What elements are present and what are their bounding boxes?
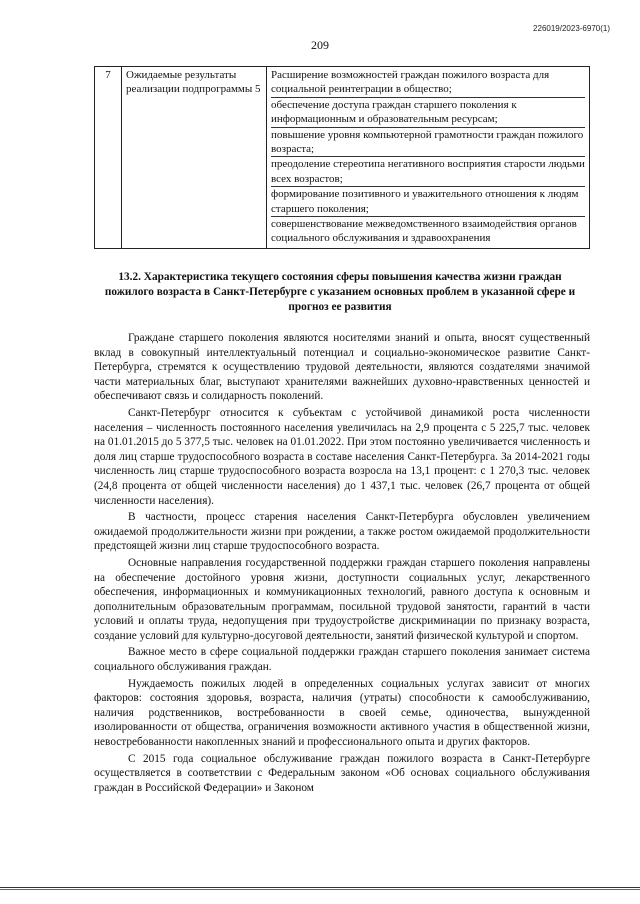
bottom-scan-rule (0, 887, 640, 890)
section-heading: 13.2. Характеристика текущего состояния сферы повышения качества жизни граждан пожилого возраста в Санкт-Петербурге с указанием основных проблем в указанной сфере и прогноз ее развития (104, 271, 576, 313)
results-cell (267, 67, 590, 249)
results-table (94, 66, 590, 249)
result-item: повышение уровня компьютерной грамотности граждан пожилого возраста; (271, 128, 584, 156)
paragraph: В частности, процесс старения населения Санкт-Петербурга обусловлен увеличением ожидаемой продолжительности жизни при рождении, а также ростом ожидаемой продолжительности предстоящей жизни лиц старше трудоспособного возраста. (94, 511, 590, 553)
result-item: совершенствование межведомственного взаимодействия органов социального обслуживания и здравоохранения (271, 216, 585, 246)
table-row (95, 67, 590, 249)
result-item: Расширение возможностей граждан пожилого возраста для социальной реинтеграции в общество; (271, 69, 550, 96)
row-number-cell: 7 (95, 67, 122, 249)
result-item: обеспечение доступа граждан старшего поколения к информационным и образовательным ресурсам; (271, 97, 585, 127)
row-label-cell: Ожидаемые результаты реализации подпрограммы 5 (122, 67, 267, 249)
paragraph: Граждане старшего поколения являются носителями знаний и опыта, вносят существенный вклад в совокупный интеллектуальный потенциал и социально-экономическое развитие Санкт-Петербурга, стремятся к осуществлению трудовой деятельности, являются создателями значимой части материальных благ, выступают хранителями важнейших духовно-нравственных ценностей и обеспечивают связь и солидарность поколений. (94, 332, 590, 403)
result-item: формирование позитивного и уважительного отношения к людям старшего поколения; (271, 186, 585, 216)
paragraph: Санкт-Петербург относится к субъектам с устойчивой динамикой роста численности населения – численность постоянного населения увеличилась на 2,9 процента с 5 225,7 тыс. человек на 01.01.2015 до 5 377,5 тыс. человек на 01.01.2022. При этом постоянно увеличивается численность и доля лиц старше трудоспособного возраста в составе населения Санкт-Петербурга. За 2014-2021 годы численность лиц старше трудоспособного возраста возросла на 13,1 процент: с 1 270,3 тыс. человек (24,8 процента от общей численности населения) до 1 437,1 тыс. человек (26,7 процента от общей численности населения). (94, 406, 590, 507)
paragraph: Важное место в сфере социальной поддержки граждан старшего поколения занимает система социального обслуживания граждан. (94, 646, 590, 674)
document-id: 226019/2023-6970(1) (533, 24, 610, 33)
page-number: 209 (311, 38, 329, 52)
paragraph: Нуждаемость пожилых людей в определенных социальных услугах зависит от многих факторов: состояния здоровья, возраста, наличия (утраты) способности к самообслуживанию, наличия родственников, востребованности в своей семье, одиночества, вынужденной изолированности от общества, ограничения возможности активного участия в общественной жизни, невостребованности накопленных знаний и профессионального опыта и других факторов. (94, 677, 590, 749)
body-text (94, 331, 590, 795)
paragraph: С 2015 года социальное обслуживание граждан пожилого возраста в Санкт-Петербурге осуществляется в соответствии с Федеральным законом «Об основах социального обслуживания граждан в Российской Федерации» и Законом (94, 752, 590, 794)
result-item: преодоление стереотипа негативного восприятия старости людьми всех возрастов; (271, 158, 585, 185)
paragraph: Основные направления государственной поддержки граждан старшего поколения направлены на обеспечение достойного уровня жизни, доступности социальных услуг, лекарственного обеспечения, информационных и коммуникационных технологий, равного доступа к основным и дополнительным образовательным программам, посильной трудовой занятости, гарантий в части условий и оплаты труда, недопущения при трудоустройстве дискриминации по признаку возраста, создание условий для культурно-досуговой деятельности, занятий физической культурой и спортом. (94, 556, 590, 642)
